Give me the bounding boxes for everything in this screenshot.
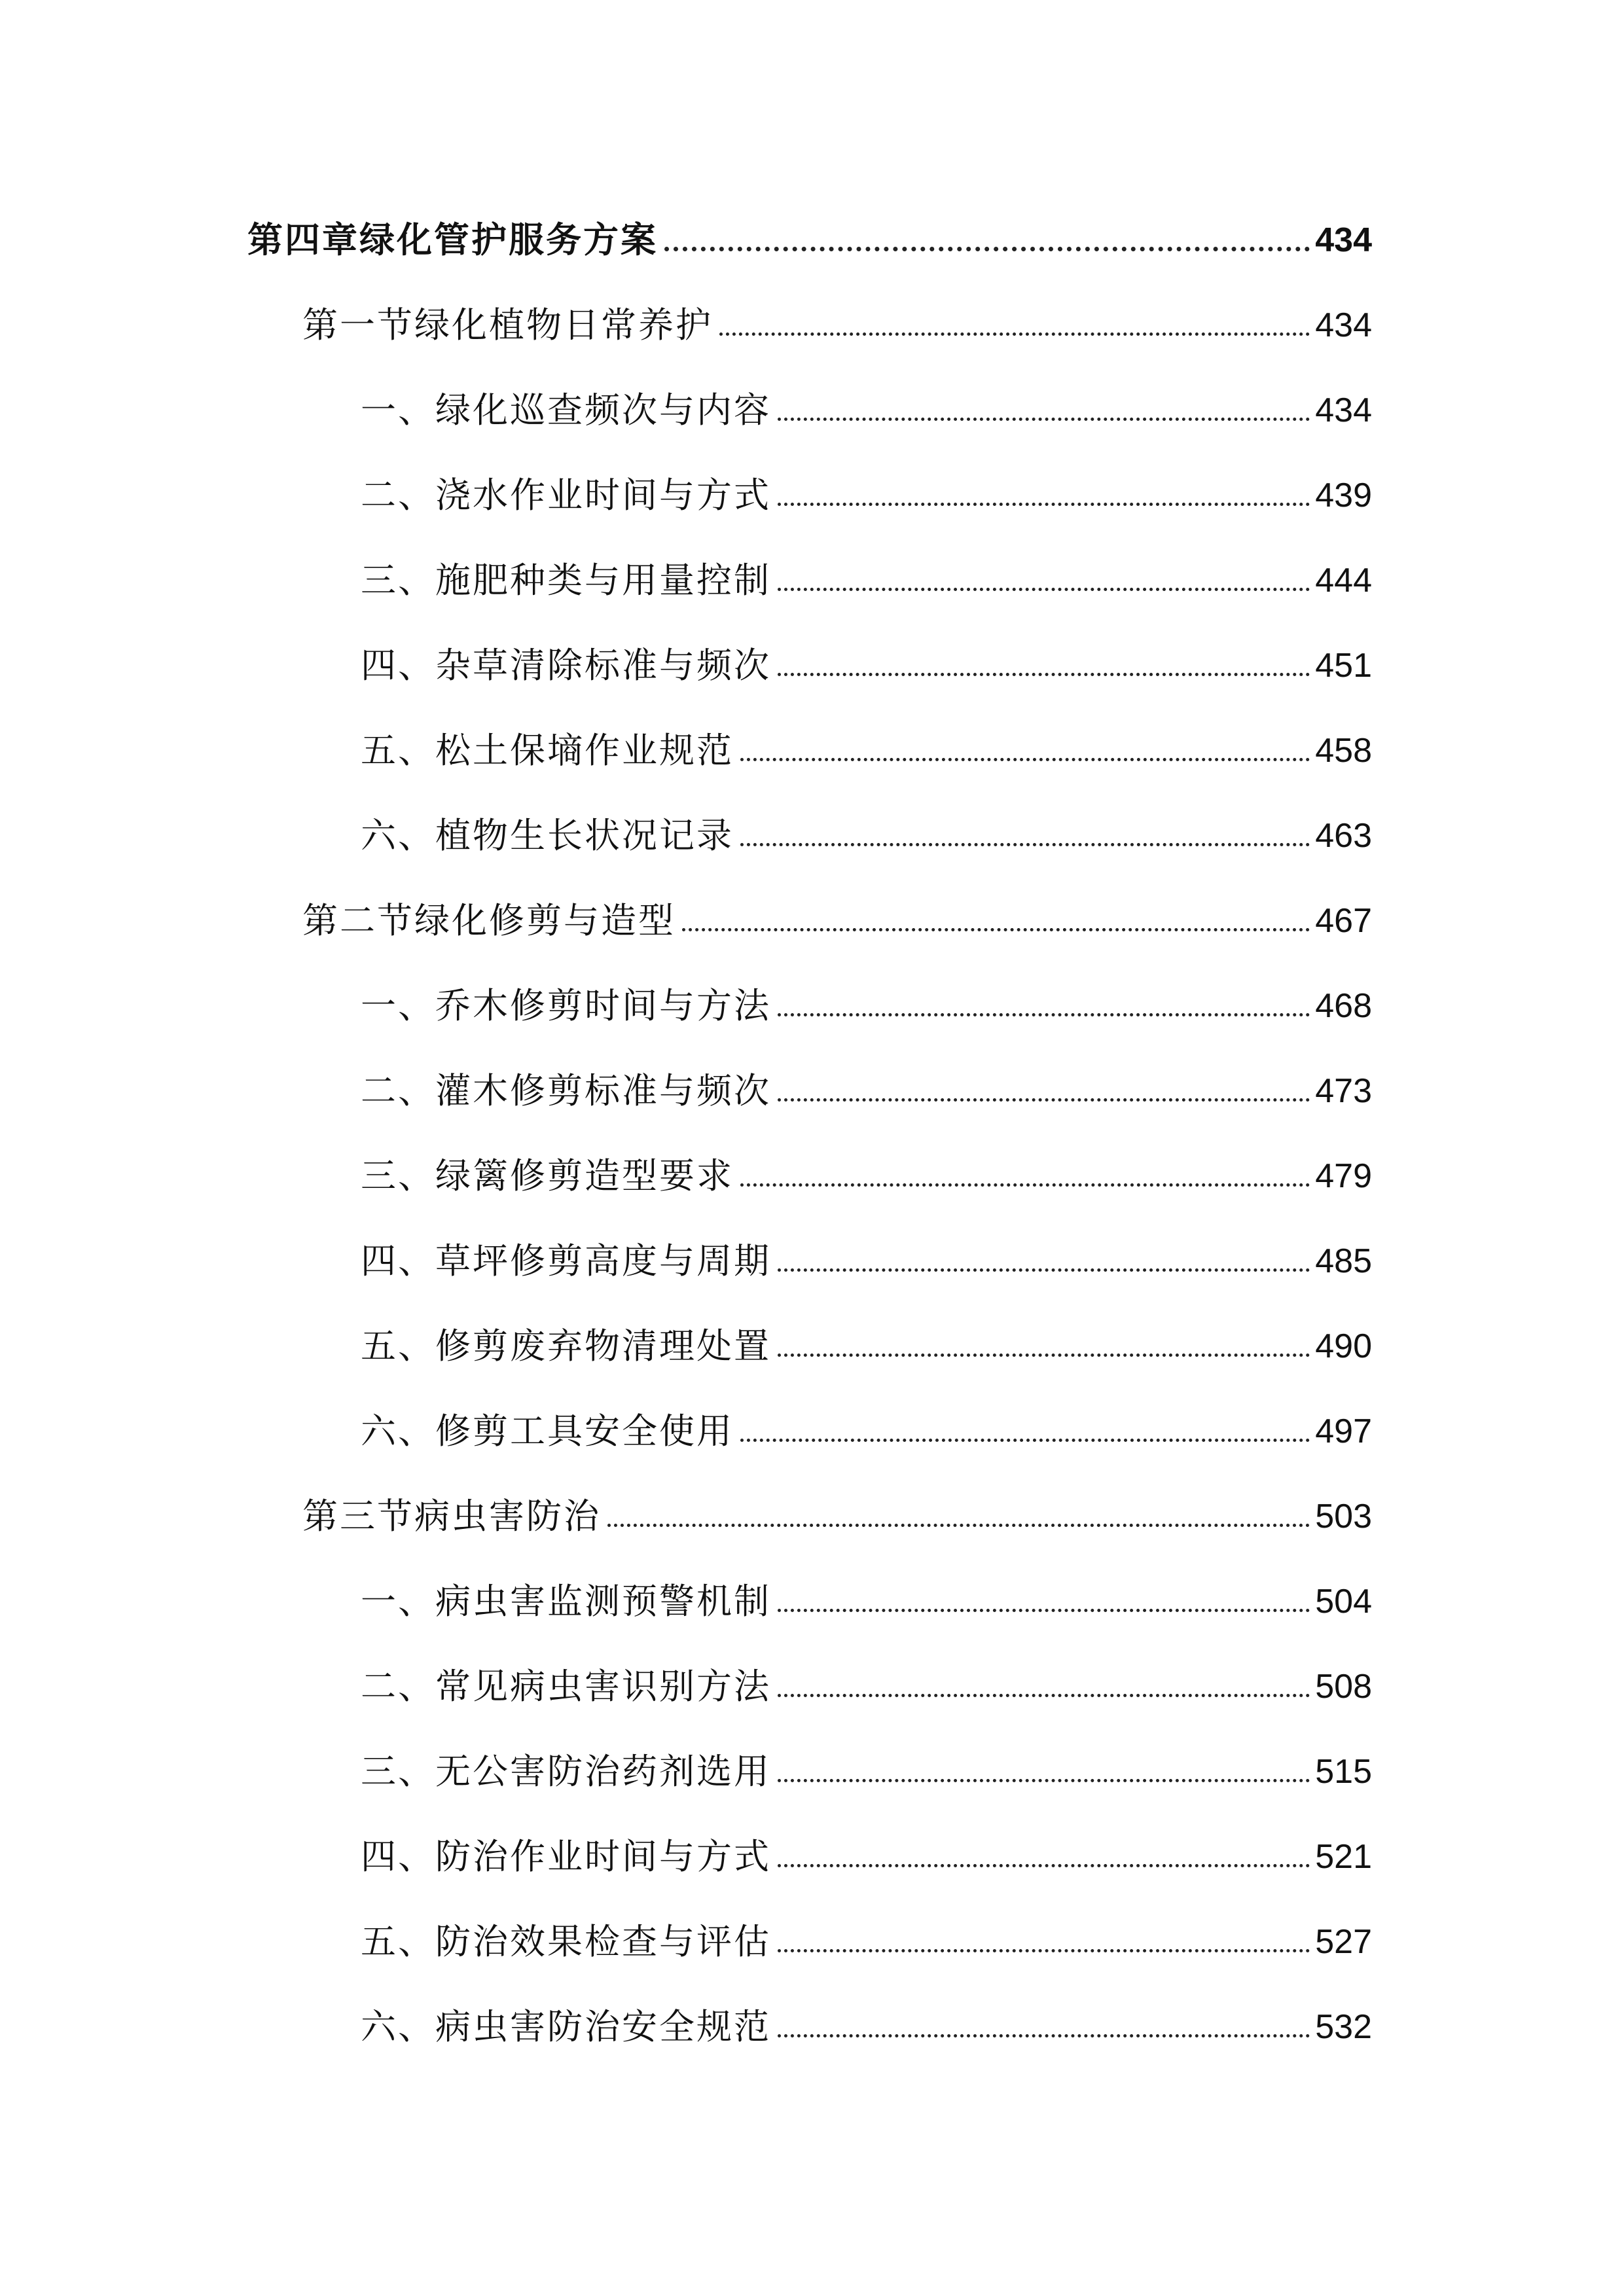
toc-page-number: 508 <box>1315 1668 1372 1706</box>
toc-dot-leader <box>740 843 1310 846</box>
toc-page-number: 463 <box>1315 817 1372 855</box>
toc-entry-title: 第二节绿化修剪与造型 <box>302 900 676 941</box>
toc-dot-leader <box>778 1268 1310 1272</box>
toc-dot-leader <box>778 1098 1310 1102</box>
toc-entry-title: 五、修剪废弃物清理处置 <box>361 1325 771 1367</box>
toc-entry-title: 第一节绿化植物日常养护 <box>302 304 713 346</box>
toc-dot-leader <box>682 928 1310 931</box>
toc-dot-leader <box>740 1439 1310 1442</box>
toc-entry-subsection[interactable] <box>361 551 1372 610</box>
toc-page-number: 468 <box>1315 987 1372 1025</box>
toc-entry-subsection[interactable] <box>361 1657 1372 1716</box>
toc-page-number: 521 <box>1315 1838 1372 1876</box>
toc-dot-leader <box>740 758 1310 761</box>
toc-entry-section[interactable] <box>302 296 1372 355</box>
toc-entry-title: 三、无公害防治药剂选用 <box>361 1751 771 1792</box>
toc-entry-subsection[interactable] <box>361 1998 1372 2056</box>
toc-entry-title: 五、防治效果检查与评估 <box>361 1921 771 1962</box>
toc-entry-title: 四、防治作业时间与方式 <box>361 1836 771 1877</box>
toc-entry-section[interactable] <box>302 1487 1372 1546</box>
toc-entry-subsection[interactable] <box>361 1572 1372 1631</box>
toc-dot-leader <box>778 1949 1310 1952</box>
toc-entry-chapter[interactable] <box>247 211 1372 270</box>
toc-entry-title: 二、常见病虫害识别方法 <box>361 1666 771 1707</box>
toc-entry-subsection[interactable] <box>361 977 1372 1035</box>
toc-entry-subsection[interactable] <box>361 1827 1372 1886</box>
toc-page-number: 467 <box>1315 902 1372 940</box>
toc-dot-leader <box>664 247 1310 251</box>
toc-page-number: 527 <box>1315 1923 1372 1961</box>
toc-entry-subsection[interactable] <box>361 721 1372 780</box>
toc-page-number: 503 <box>1315 1498 1372 1535</box>
toc-entry-section[interactable] <box>302 891 1372 950</box>
toc-entry-title: 第三节病虫害防治 <box>302 1496 601 1537</box>
toc-page-number: 458 <box>1315 732 1372 770</box>
toc-dot-leader <box>778 1013 1310 1016</box>
toc-page-number: 444 <box>1315 562 1372 600</box>
toc-dot-leader <box>778 1779 1310 1782</box>
toc-entry-title: 三、施肥种类与用量控制 <box>361 560 771 601</box>
toc-entry-subsection[interactable] <box>361 1402 1372 1461</box>
toc-entry-title: 二、灌木修剪标准与频次 <box>361 1070 771 1111</box>
toc-dot-leader <box>778 588 1310 591</box>
toc-entry-title: 四、杂草清除标准与频次 <box>361 645 771 686</box>
toc-entry-title: 一、病虫害监测预警机制 <box>361 1581 771 1622</box>
toc-dot-leader <box>778 1354 1310 1357</box>
toc-entry-subsection[interactable] <box>361 1317 1372 1376</box>
toc-dot-leader <box>778 673 1310 676</box>
toc-entry-subsection[interactable] <box>361 1232 1372 1291</box>
toc-page-number: 434 <box>1315 306 1372 344</box>
toc-page-number: 490 <box>1315 1327 1372 1365</box>
toc-page-number: 479 <box>1315 1157 1372 1195</box>
toc-entry-title: 三、绿篱修剪造型要求 <box>361 1155 734 1196</box>
toc-dot-leader <box>778 503 1310 506</box>
toc-entry-subsection[interactable] <box>361 381 1372 440</box>
toc-page-number: 532 <box>1315 2008 1372 2046</box>
toc-page-number: 515 <box>1315 1753 1372 1791</box>
toc-page-number: 473 <box>1315 1072 1372 1110</box>
toc-dot-leader <box>778 2034 1310 2037</box>
toc-entry-subsection[interactable] <box>361 1742 1372 1801</box>
toc-dot-leader <box>778 1864 1310 1867</box>
toc-page-number: 451 <box>1315 647 1372 685</box>
toc-dot-leader <box>778 1694 1310 1697</box>
toc-entry-title: 六、病虫害防治安全规范 <box>361 2006 771 2047</box>
toc-entry-title: 第四章绿化管护服务方案 <box>247 219 658 260</box>
toc-page-number: 439 <box>1315 476 1372 514</box>
toc-page-number: 497 <box>1315 1412 1372 1450</box>
toc-entry-title: 一、乔木修剪时间与方法 <box>361 985 771 1026</box>
toc-entry-title: 六、修剪工具安全使用 <box>361 1410 734 1452</box>
toc-page-number: 434 <box>1315 391 1372 429</box>
toc-page-number: 485 <box>1315 1242 1372 1280</box>
toc-entry-subsection[interactable] <box>361 1147 1372 1206</box>
toc-entry-subsection[interactable] <box>361 806 1372 865</box>
toc-entry-subsection[interactable] <box>361 1912 1372 1971</box>
toc-entry-title: 五、松土保墒作业规范 <box>361 730 734 771</box>
toc-entry-subsection[interactable] <box>361 1062 1372 1121</box>
toc-dot-leader <box>778 418 1310 421</box>
toc-page-number: 504 <box>1315 1583 1372 1621</box>
toc-page-number: 434 <box>1315 221 1372 259</box>
toc-dot-leader <box>740 1183 1310 1187</box>
toc-dot-leader <box>607 1524 1310 1527</box>
toc-entry-title: 一、绿化巡查频次与内容 <box>361 389 771 431</box>
toc-entry-subsection[interactable] <box>361 466 1372 525</box>
toc-entry-title: 六、植物生长状况记录 <box>361 815 734 856</box>
toc-entry-subsection[interactable] <box>361 636 1372 695</box>
toc-dot-leader <box>719 332 1310 336</box>
toc-entry-title: 四、草坪修剪高度与周期 <box>361 1240 771 1282</box>
toc-entry-title: 二、浇水作业时间与方式 <box>361 475 771 516</box>
toc-dot-leader <box>778 1609 1310 1612</box>
